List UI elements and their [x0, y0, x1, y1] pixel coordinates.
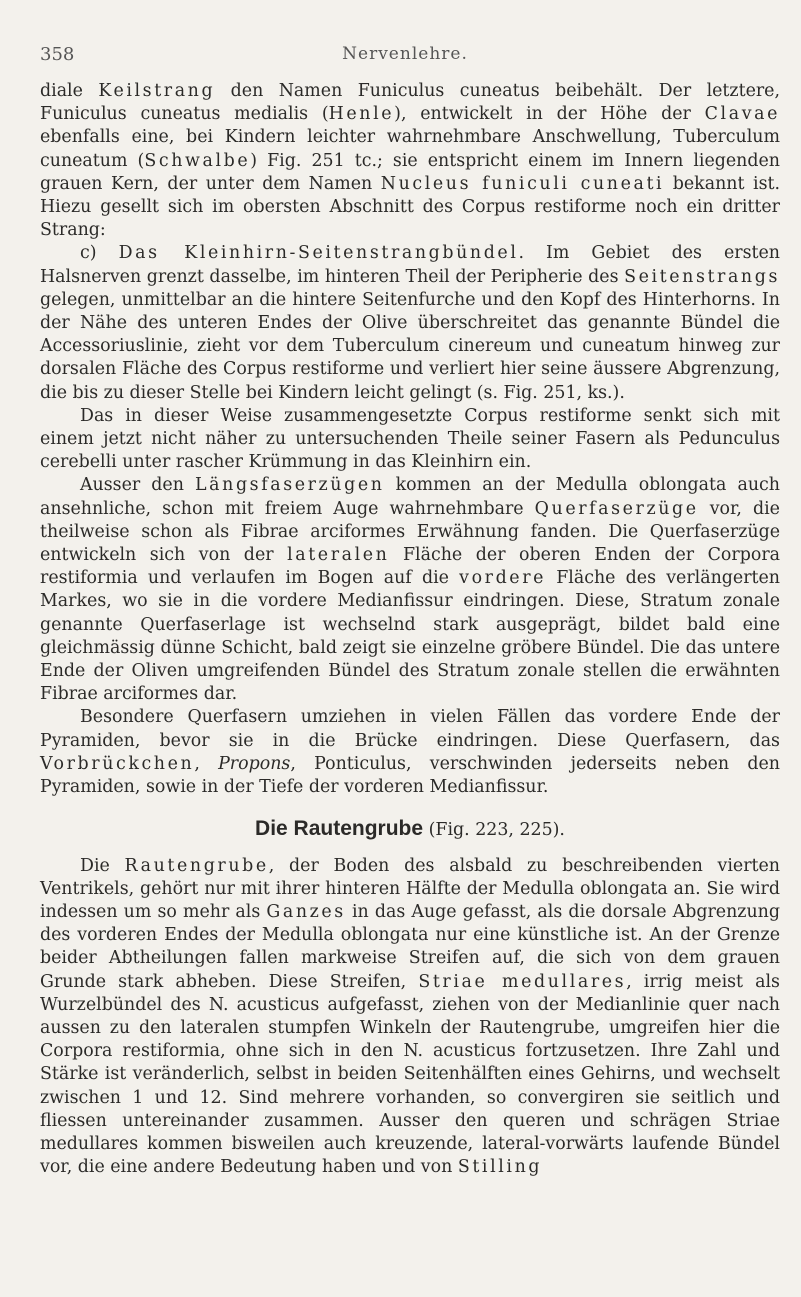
- text-run: ebenfalls eine, bei Kindern leichter wahrnehmbare Anschwellung, Tuberculum cuneatum (: [40, 127, 780, 171]
- section-figure-ref: (Fig. 223, 225).: [423, 820, 565, 841]
- text-run: Stilling: [457, 1157, 543, 1178]
- page-header: [40, 44, 770, 74]
- text-run: ) Fig. 251 tc.; sie entspricht einem im Innern liegenden grauen Kern, der unter dem Namen: [40, 150, 780, 194]
- text-run: Fläche der oberen Enden der Corpora restiformia und verlaufen im Bogen auf die: [40, 545, 781, 589]
- running-head: Nervenlehre.: [342, 44, 468, 64]
- text-run: den Namen Funiculus cuneatus beibehält. Der letztere, Funiculus cuneatus medialis (: [40, 81, 780, 125]
- text-run: Querfaserzüge: [534, 498, 699, 519]
- paragraph-p6: [40, 855, 780, 1180]
- text-run: ), entwickelt in der Höhe der: [394, 104, 705, 125]
- text-run: in das Auge gefasst, als die dorsale Abgrenzung des vorderen Endes der Medulla oblongata nur eine künstliche ist. An der Grenze beider Abtheilungen fallen markweise Streifen auf, die sich von dem grauen Grunde stark abheben. Diese Streifen,: [40, 901, 780, 992]
- text-run: Fläche des verlängerten Markes, wo sie in die vordere Medianfissur eindringen. Diese, Stratum zonale genannte Querfaserlage ist wechselnd stark ausgeprägt, bildet bald eine gleichmässig dünne Schicht, bald zeigt sie einzelne gröbere Bündel. Die das untere Ende der Oliven umgreifenden Bündel des Stratum zonale stellen die erwähnten Fibrae arciformes dar.: [40, 568, 780, 705]
- text-run: , der Boden des alsbald zu beschreibenden vierten Ventrikels, gehört nur mit ihrer hinteren Hälfte der Medulla oblongata an. Sie wird indessen um so mehr als: [40, 855, 781, 922]
- text-run: Henle: [328, 104, 395, 125]
- paragraph-p1: [40, 80, 780, 242]
- text-run: Seitenstrangs: [624, 266, 780, 287]
- text-run: diale: [40, 81, 99, 101]
- text-run: gelegen, unmittelbar an die hintere Seitenfurche und den Kopf des Hinterhorns. In der Nähe des unteren Endes der Olive überschreitet das genannte Bündel die Accessoriuslinie, zieht vor dem Tuberculum cinereum und cuneatum hinweg zur dorsalen Fläche des Corpus restiforme und verliert hier seine äussere Abgrenzung, die bis zu dieser Stelle bei Kindern leicht gelingt (s. Fig. 251, ks.).: [40, 289, 780, 403]
- text-run: vordere: [459, 568, 546, 589]
- body-text: [40, 80, 780, 1179]
- text-run: Ganzes: [266, 901, 346, 922]
- text-run: . Im Gebiet des ersten Halsnerven grenzt dasselbe, im hinteren Theil der Peripherie des: [40, 243, 780, 287]
- text-run: Ausser den: [80, 475, 196, 496]
- paragraph-block: [40, 80, 780, 799]
- text-run: Nucleus funiculi cuneati: [380, 173, 665, 194]
- text-run: kommen an der Medulla oblongata auch ansehnliche, schon mit freiem Auge wahrnehmbare: [40, 475, 780, 519]
- text-run: , irrig meist als Wurzelbündel des N. acusticus aufgefasst, ziehen von der Medianlinie quer nach aussen zu den lateralen stumpfen Winkeln der Rautengrube, umgreifen hier die Corpora restiformia, ohne sich in den N. acusticus fortzusetzen. Ihre Zahl und Stärke ist veränderlich, selbst in beiden Seitenhälften eines Gehirns, und wechselt zwischen 1 und 12. Sind mehrere vorhanden, so convergiren sie seitlich und fliessen untereinander zusammen. Ausser den queren und schrägen Striae medullares kommen bisweilen auch kreuzende, lateral-vorwärts laufende Bündel vor, die eine andere Bedeutung haben und von: [40, 971, 780, 1178]
- text-run: Vorbrückchen: [40, 753, 195, 774]
- paragraph-p3: [40, 405, 780, 475]
- text-run: , Ponticulus, verschwinden jederseits neben den Pyramiden, sowie in der Tiefe der vorderen Medianfissur.: [40, 753, 780, 798]
- text-run: Das in dieser Weise zusammengesetzte Corpus restiforme senkt sich mit einem jetzt nicht näher zu untersuchenden Theile seiner Fasern als Pedunculus cerebelli unter rascher Krümmung in das Kleinhirn ein.: [40, 405, 780, 473]
- page-number: 358: [40, 44, 75, 65]
- paragraph-p4: [40, 474, 780, 706]
- text-run: lateralen: [287, 545, 390, 566]
- text-run: Schwalbe: [144, 150, 251, 171]
- text-run: Propons: [218, 753, 291, 774]
- text-run: Rautengrube: [124, 855, 269, 876]
- text-run: Besondere Querfasern umziehen in vielen Fällen das vordere Ende der Pyramiden, bevor sie in die Brücke eindringen. Diese Querfasern, das: [40, 707, 780, 751]
- section-heading: [40, 817, 780, 842]
- paragraph-p5: [40, 706, 780, 799]
- text-run: Längsfaserzügen: [195, 475, 385, 496]
- paragraph-block: [40, 855, 780, 1180]
- text-run: Das Kleinhirn-Seitenstrangbündel: [118, 243, 519, 264]
- text-run: Die: [80, 855, 125, 876]
- text-run: ,: [194, 753, 219, 774]
- text-run: Clavae: [704, 104, 780, 125]
- text-run: bekannt ist. Hiezu gesellt sich im obersten Abschnitt des Corpus restiforme noch ein dritter Strang:: [40, 173, 781, 241]
- text-run: Keilstrang: [98, 81, 216, 101]
- paragraph-p2: [40, 242, 780, 404]
- text-run: c): [80, 243, 119, 264]
- text-run: vor, die theilweise schon als Fibrae arciformes Erwähnung fanden. Die Querfaserzüge entwickeln sich von der: [40, 498, 780, 566]
- section-title: Die Rautengrube: [255, 817, 424, 841]
- text-run: Striae medullares: [418, 971, 627, 992]
